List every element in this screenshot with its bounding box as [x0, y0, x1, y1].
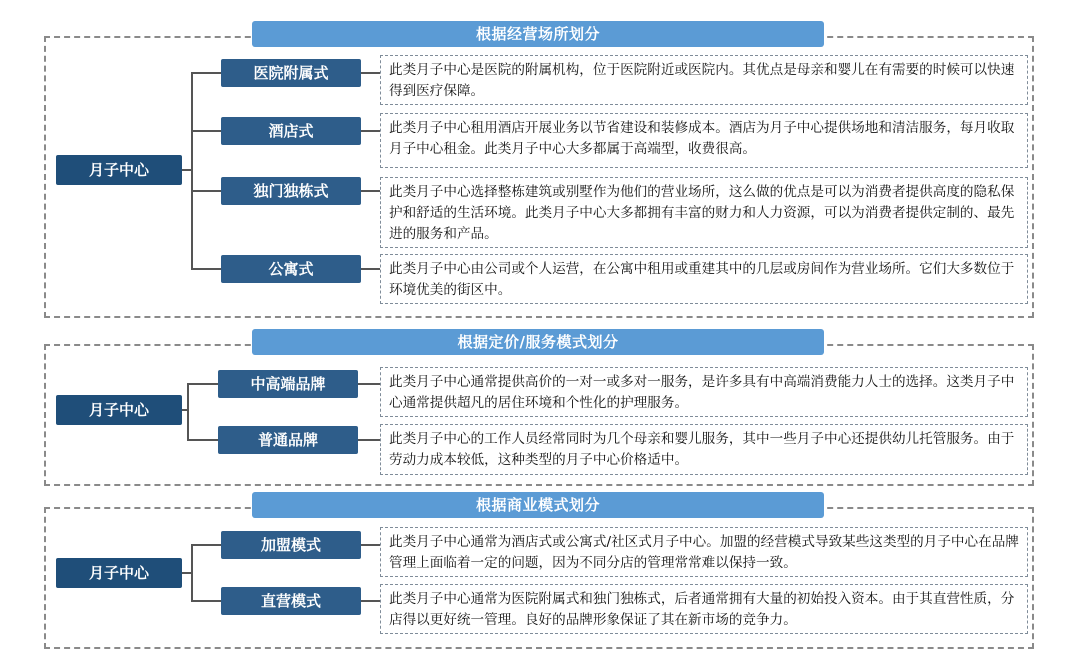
- category-standard-brand: 普通品牌: [218, 426, 358, 454]
- description-franchise: 此类月子中心通常为酒店式或公寓式/社区式月子中心。加盟的经营模式导致某些这类型的月子中心在品牌管理上面临着一定的问题，因为不同分店的管理常常难以保持一致。: [380, 527, 1028, 577]
- connector: [191, 72, 193, 270]
- description-apartment: 此类月子中心由公司或个人运营，在公寓中租用或重建其中的几层或房间作为营业场所。它们大多数位于环境优美的街区中。: [380, 254, 1028, 304]
- description-hospital-affiliated: 此类月子中心是医院的附属机构，位于医院附近或医院内。其优点是母亲和婴儿在有需要的时候可以快速得到医疗保障。: [380, 55, 1028, 105]
- description-direct-operated: 此类月子中心通常为医院附属式和独门独栋式，后者通常拥有大量的初始投入资本。由于其直营性质，分店得以更好统一管理。良好的品牌形象保证了其在新市场的竞争力。: [380, 584, 1028, 634]
- connector: [361, 190, 380, 192]
- connector: [361, 72, 380, 74]
- category-hospital-affiliated: 医院附属式: [221, 59, 361, 87]
- section-header-venue: 根据经营场所划分: [252, 21, 824, 47]
- connector: [187, 383, 189, 441]
- category-standalone: 独门独栋式: [221, 177, 361, 205]
- connector: [361, 544, 380, 546]
- description-premium-brand: 此类月子中心通常提供高价的一对一或多对一服务，是许多具有中高端消费能力人士的选择。这类月子中心通常提供超凡的居住环境和个性化的护理服务。: [380, 367, 1028, 417]
- connector: [191, 72, 221, 74]
- connector: [358, 383, 380, 385]
- connector: [361, 268, 380, 270]
- connector: [191, 130, 221, 132]
- description-standard-brand: 此类月子中心的工作人员经常同时为几个母亲和婴儿服务，其中一些月子中心还提供幼儿托管服务。由于劳动力成本较低，这种类型的月子中心价格适中。: [380, 424, 1028, 475]
- description-standalone: 此类月子中心选择整栋建筑或别墅作为他们的营业场所，这么做的优点是可以为消费者提供高度的隐私保护和舒适的生活环境。此类月子中心大多都拥有丰富的财力和人力资源，可以为消费者提供定制的、最先进的服务和产品。: [380, 177, 1028, 248]
- root-node-business: 月子中心: [56, 558, 182, 588]
- category-apartment: 公寓式: [221, 255, 361, 283]
- category-hotel: 酒店式: [221, 117, 361, 145]
- connector: [191, 190, 221, 192]
- connector: [361, 600, 380, 602]
- section-header-business: 根据商业模式划分: [252, 492, 824, 518]
- connector: [191, 544, 193, 602]
- category-direct-operated: 直营模式: [221, 587, 361, 615]
- connector: [187, 439, 218, 441]
- connector: [191, 544, 221, 546]
- root-node-pricing: 月子中心: [56, 395, 182, 425]
- category-premium-brand: 中高端品牌: [218, 370, 358, 398]
- connector: [191, 268, 221, 270]
- category-franchise: 加盟模式: [221, 531, 361, 559]
- description-hotel: 此类月子中心租用酒店开展业务以节省建设和装修成本。酒店为月子中心提供场地和清洁服务，每月收取月子中心租金。此类月子中心大多都属于高端型，收费很高。: [380, 113, 1028, 168]
- connector: [191, 600, 221, 602]
- section-header-pricing: 根据定价/服务模式划分: [252, 329, 824, 355]
- connector: [358, 439, 380, 441]
- root-node-venue: 月子中心: [56, 155, 182, 185]
- connector: [187, 383, 218, 385]
- connector: [361, 130, 380, 132]
